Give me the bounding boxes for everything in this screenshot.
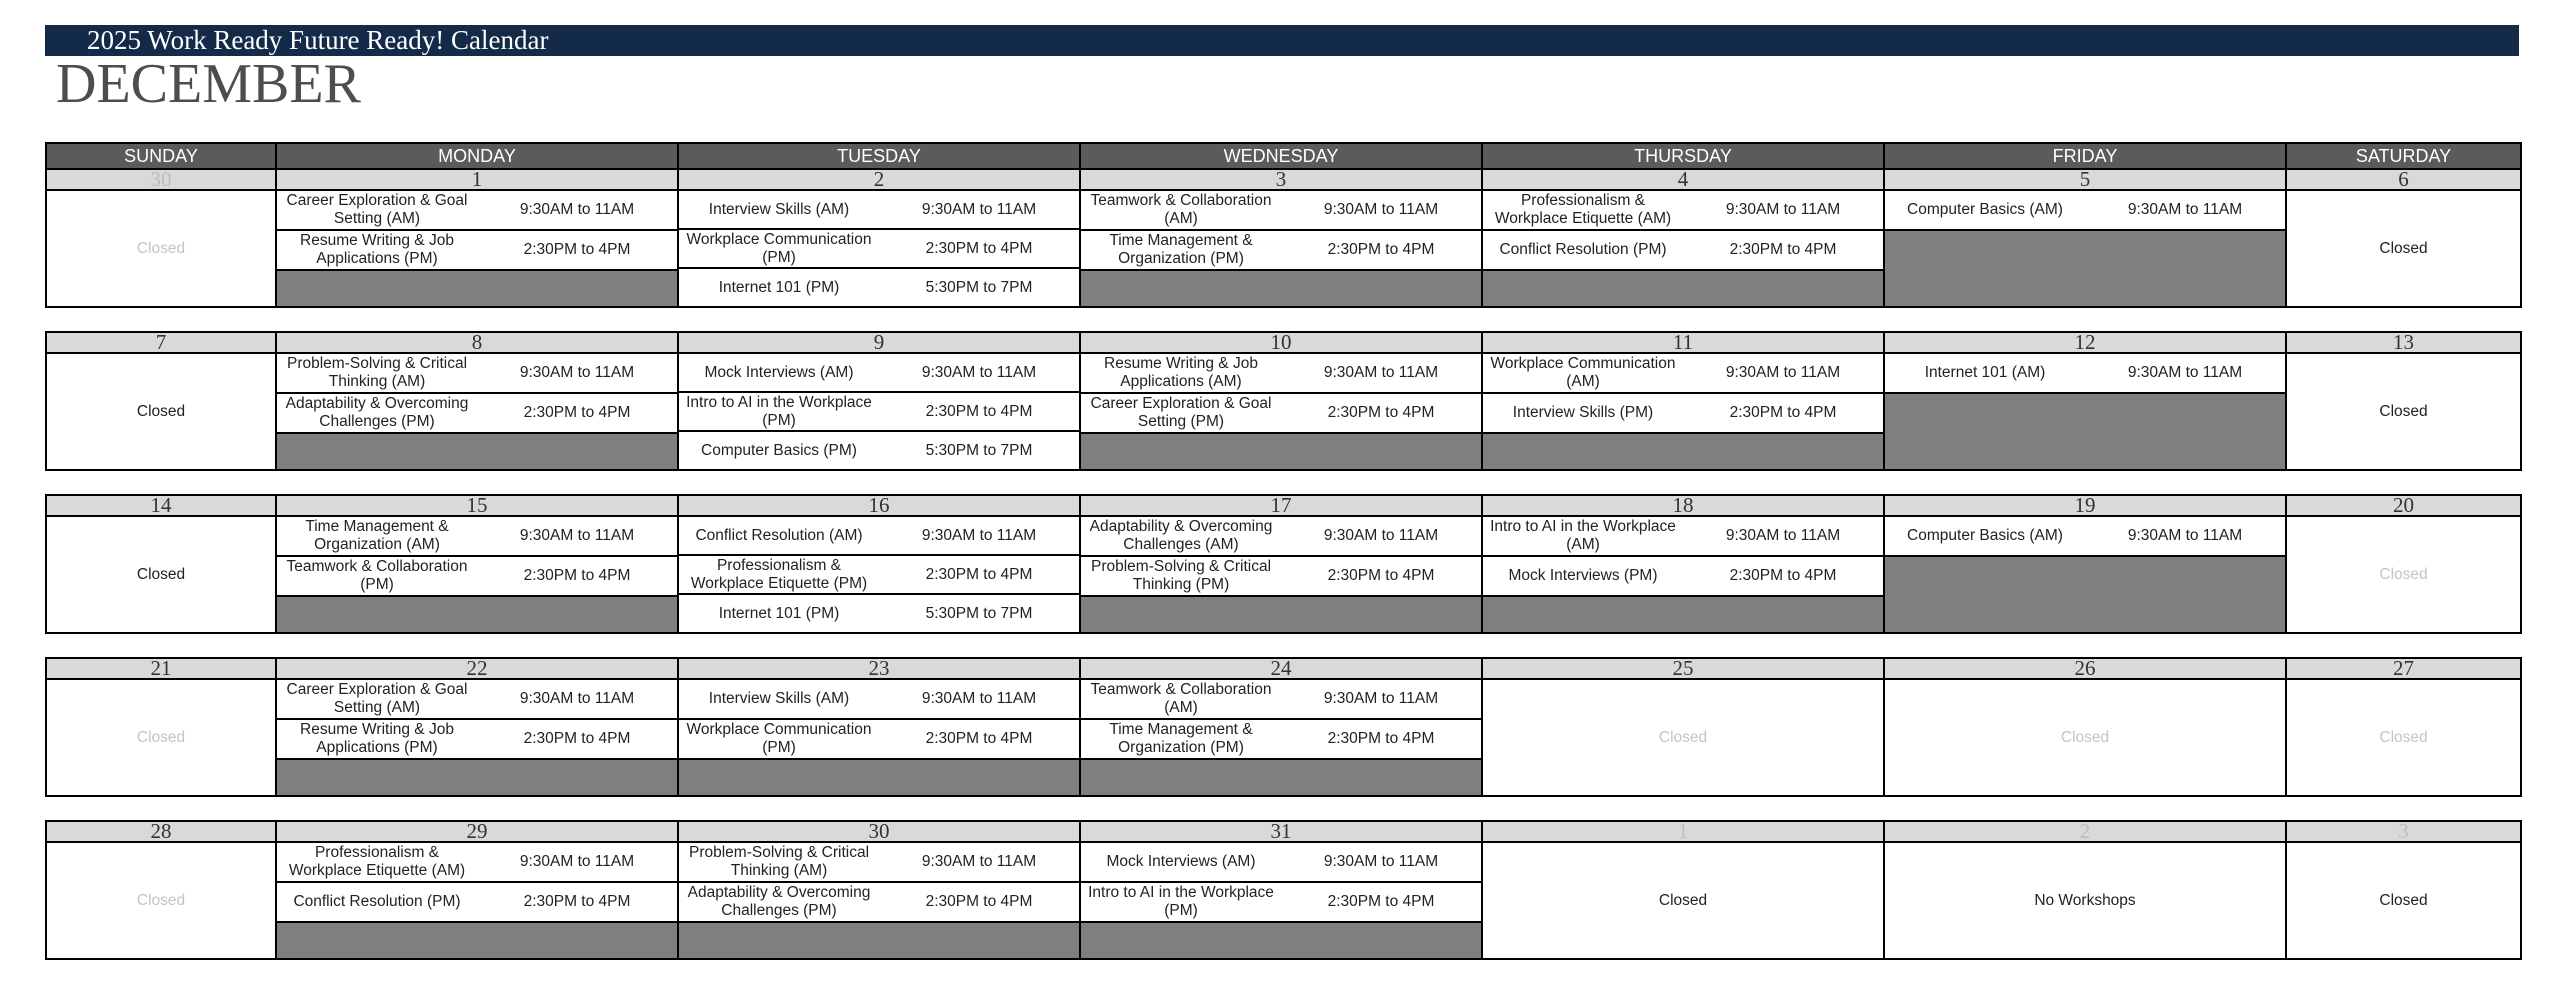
- workshop-session: [679, 680, 1079, 720]
- session-title: Internet 101 (AM): [1924, 364, 2046, 381]
- date-number: 30: [678, 821, 1080, 842]
- session-title: Career Exploration & Goal Setting (AM): [286, 681, 468, 716]
- session-title: Mock Interviews (AM): [1106, 853, 1256, 870]
- weekday-header: TUESDAY: [678, 143, 1080, 169]
- day-cell: [276, 353, 678, 470]
- week-gap-cell: [46, 470, 2521, 495]
- date-number: 3: [2286, 821, 2521, 842]
- workshop-session: [679, 230, 1079, 269]
- day-cell: [2286, 679, 2521, 796]
- session-time: 9:30AM to 11AM: [1725, 201, 1841, 218]
- weekday-header: THURSDAY: [1482, 143, 1884, 169]
- workshop-session: [277, 231, 677, 271]
- date-number-row: [46, 332, 2521, 353]
- day-cell: [678, 842, 1080, 959]
- day-cell: [1884, 679, 2286, 796]
- day-cell: [276, 842, 678, 959]
- session-stack: [679, 517, 1079, 632]
- day-cell: [1884, 842, 2286, 959]
- date-number: 3: [1080, 169, 1482, 190]
- day-status: Closed: [136, 402, 186, 420]
- session-title: Teamwork & Collaboration (AM): [1090, 192, 1272, 227]
- workshop-session: [277, 517, 677, 557]
- session-title: Computer Basics (AM): [1907, 201, 2063, 218]
- session-title: Intro to AI in the Workplace (AM): [1490, 518, 1676, 553]
- session-time: 9:30AM to 11AM: [519, 201, 635, 218]
- date-number: 27: [2286, 658, 2521, 679]
- workshop-session: [679, 843, 1079, 883]
- session-stack: [277, 191, 677, 306]
- session-time: 9:30AM to 11AM: [921, 853, 1037, 870]
- weekday-header-row: [46, 143, 2521, 169]
- session-time: 2:30PM to 4PM: [1729, 241, 1837, 258]
- day-cell: [678, 353, 1080, 470]
- day-cell: [1482, 842, 1884, 959]
- session-title: Professionalism & Workplace Etiquette (AM): [1494, 192, 1672, 227]
- session-stack: [679, 191, 1079, 306]
- weekday-header: WEDNESDAY: [1080, 143, 1482, 169]
- empty-slot: [277, 760, 677, 795]
- session-time: 2:30PM to 4PM: [1327, 241, 1435, 258]
- session-time: 2:30PM to 4PM: [1729, 567, 1837, 584]
- workshop-session: [679, 595, 1079, 632]
- workshop-session: [1483, 354, 1883, 394]
- session-title: Resume Writing & Job Applications (AM): [1104, 355, 1258, 390]
- empty-slot: [1081, 434, 1481, 469]
- day-cell: [678, 516, 1080, 633]
- workshop-session: [1081, 517, 1481, 557]
- date-number: 13: [2286, 332, 2521, 353]
- session-title: Computer Basics (AM): [1907, 527, 2063, 544]
- session-time: 2:30PM to 4PM: [1327, 730, 1435, 747]
- workshop-session: [679, 393, 1079, 432]
- week-row: [46, 516, 2521, 633]
- workshop-session: [277, 557, 677, 597]
- workshop-session: [277, 191, 677, 231]
- session-title: Conflict Resolution (PM): [293, 893, 461, 910]
- day-cell: [2286, 353, 2521, 470]
- empty-slot: [1885, 557, 2285, 632]
- workshop-session: [1081, 720, 1481, 760]
- empty-slot: [679, 923, 1079, 958]
- session-time: 5:30PM to 7PM: [925, 604, 1033, 622]
- week-row: [46, 190, 2521, 307]
- date-number: 22: [276, 658, 678, 679]
- session-time: 2:30PM to 4PM: [523, 567, 631, 584]
- date-number: 5: [1884, 169, 2286, 190]
- session-title: Problem-Solving & Critical Thinking (PM): [1090, 558, 1272, 593]
- session-stack: [1081, 191, 1481, 306]
- day-status: Closed: [2379, 565, 2428, 583]
- workshop-session: [1483, 517, 1883, 557]
- day-cell: [1080, 516, 1482, 633]
- workshop-session: [277, 843, 677, 883]
- week-gap-cell: [46, 307, 2521, 332]
- date-number: 17: [1080, 495, 1482, 516]
- session-stack: [679, 843, 1079, 958]
- session-title: Workplace Communication (AM): [1490, 355, 1676, 390]
- session-title: Intro to AI in the Workplace (PM): [1088, 884, 1274, 919]
- session-time: 9:30AM to 11AM: [921, 690, 1037, 707]
- session-title: Resume Writing & Job Applications (PM): [300, 721, 454, 756]
- day-status: Closed: [2379, 728, 2428, 746]
- workshop-session: [1483, 394, 1883, 434]
- session-title: Problem-Solving & Critical Thinking (AM): [286, 355, 468, 390]
- session-time: 9:30AM to 11AM: [1323, 690, 1439, 707]
- workshop-session: [679, 883, 1079, 923]
- session-title: Conflict Resolution (PM): [1499, 241, 1667, 258]
- session-title: Internet 101 (PM): [718, 278, 840, 296]
- session-time: 2:30PM to 4PM: [925, 893, 1033, 910]
- day-cell: [1482, 679, 1884, 796]
- session-time: 9:30AM to 11AM: [921, 363, 1037, 381]
- day-cell: [2286, 842, 2521, 959]
- session-time: 2:30PM to 4PM: [1327, 567, 1435, 584]
- empty-slot: [277, 597, 677, 632]
- session-title: Time Management & Organization (PM): [1109, 232, 1253, 267]
- weekday-header: SATURDAY: [2286, 143, 2521, 169]
- day-status: Closed: [136, 728, 186, 746]
- session-title: Time Management & Organization (AM): [305, 518, 449, 553]
- workshop-session: [1483, 231, 1883, 271]
- session-time: 2:30PM to 4PM: [925, 402, 1033, 420]
- workshop-session: [679, 191, 1079, 230]
- workshop-session: [1885, 191, 2285, 231]
- date-number: 24: [1080, 658, 1482, 679]
- date-number: 8: [276, 332, 678, 353]
- day-cell: [46, 679, 276, 796]
- day-cell: [1884, 190, 2286, 307]
- weekday-header: MONDAY: [276, 143, 678, 169]
- day-status: No Workshops: [2034, 891, 2136, 909]
- weekday-header: SUNDAY: [46, 143, 276, 169]
- session-time: 9:30AM to 11AM: [1725, 527, 1841, 544]
- day-cell: [276, 516, 678, 633]
- session-time: 9:30AM to 11AM: [2127, 527, 2243, 544]
- session-time: 2:30PM to 4PM: [1327, 893, 1435, 910]
- month-title: DECEMBER: [56, 53, 361, 115]
- workshop-session: [679, 432, 1079, 469]
- session-time: 5:30PM to 7PM: [925, 441, 1033, 459]
- session-title: Adaptability & Overcoming Challenges (PM): [285, 395, 469, 430]
- session-time: 9:30AM to 11AM: [1323, 527, 1439, 544]
- date-number: 11: [1482, 332, 1884, 353]
- session-stack: [1483, 354, 1883, 469]
- session-time: 9:30AM to 11AM: [519, 853, 635, 870]
- session-title: Time Management & Organization (PM): [1109, 721, 1253, 756]
- workshop-session: [1081, 231, 1481, 271]
- date-number: 19: [1884, 495, 2286, 516]
- session-time: 2:30PM to 4PM: [523, 893, 631, 910]
- day-cell: [1482, 190, 1884, 307]
- day-status: Closed: [2379, 239, 2428, 257]
- session-stack: [277, 517, 677, 632]
- session-time: 2:30PM to 4PM: [523, 241, 631, 258]
- day-cell: [2286, 190, 2521, 307]
- session-time: 2:30PM to 4PM: [1327, 404, 1435, 421]
- calendar-banner: [45, 25, 2519, 56]
- session-title: Teamwork & Collaboration (AM): [1090, 681, 1272, 716]
- day-cell: [46, 516, 276, 633]
- session-time: 9:30AM to 11AM: [1323, 201, 1439, 218]
- date-number: 6: [2286, 169, 2521, 190]
- session-time: 9:30AM to 11AM: [2127, 201, 2243, 218]
- date-number: 23: [678, 658, 1080, 679]
- session-title: Resume Writing & Job Applications (PM): [300, 232, 454, 267]
- session-title: Mock Interviews (PM): [1508, 567, 1658, 584]
- session-title: Workplace Communication (PM): [686, 230, 872, 266]
- session-stack: [277, 843, 677, 958]
- day-cell: [1080, 190, 1482, 307]
- empty-slot: [1081, 760, 1481, 795]
- weekday-header: FRIDAY: [1884, 143, 2286, 169]
- day-status: Closed: [136, 239, 186, 257]
- workshop-session: [1081, 354, 1481, 394]
- day-cell: [46, 842, 276, 959]
- workshop-session: [1483, 557, 1883, 597]
- session-title: Career Exploration & Goal Setting (AM): [286, 192, 468, 227]
- week-gap-cell: [46, 796, 2521, 821]
- empty-slot: [1081, 923, 1481, 958]
- date-number: 31: [1080, 821, 1482, 842]
- day-cell: [1080, 842, 1482, 959]
- session-stack: [1081, 517, 1481, 632]
- day-cell: [1482, 353, 1884, 470]
- day-cell: [1884, 516, 2286, 633]
- day-status: Closed: [2060, 728, 2110, 746]
- day-status: Closed: [2379, 891, 2428, 909]
- session-stack: [679, 354, 1079, 469]
- empty-slot: [1483, 597, 1883, 632]
- workshop-session: [1081, 843, 1481, 883]
- workshop-session: [1885, 354, 2285, 394]
- day-status: Closed: [136, 891, 186, 909]
- empty-slot: [679, 760, 1079, 795]
- date-number: 2: [678, 169, 1080, 190]
- session-stack: [1081, 680, 1481, 795]
- date-number: 29: [276, 821, 678, 842]
- date-number-row: [46, 495, 2521, 516]
- session-time: 2:30PM to 4PM: [523, 730, 631, 747]
- date-number: 26: [1884, 658, 2286, 679]
- workshop-session: [1081, 191, 1481, 231]
- date-number: 12: [1884, 332, 2286, 353]
- workshop-session: [277, 394, 677, 434]
- session-time: 2:30PM to 4PM: [1729, 404, 1837, 421]
- session-stack: [1483, 191, 1883, 306]
- week-row: [46, 679, 2521, 796]
- session-time: 9:30AM to 11AM: [1323, 853, 1439, 870]
- week-row: [46, 842, 2521, 959]
- empty-slot: [1483, 271, 1883, 306]
- date-number-row: [46, 169, 2521, 190]
- session-time: 9:30AM to 11AM: [1323, 364, 1439, 381]
- session-title: Career Exploration & Goal Setting (PM): [1090, 395, 1272, 430]
- day-status: Closed: [136, 565, 186, 583]
- session-title: Professionalism & Workplace Etiquette (AM): [288, 844, 466, 879]
- workshop-session: [1885, 517, 2285, 557]
- session-title: Interview Skills (AM): [708, 690, 850, 707]
- day-cell: [1080, 679, 1482, 796]
- session-time: 2:30PM to 4PM: [925, 730, 1033, 747]
- day-cell: [1482, 516, 1884, 633]
- workshop-session: [1081, 394, 1481, 434]
- session-title: Workplace Communication (PM): [686, 721, 872, 756]
- session-stack: [1081, 843, 1481, 958]
- session-title: Computer Basics (PM): [701, 441, 857, 459]
- empty-slot: [1483, 434, 1883, 469]
- session-stack: [1885, 191, 2285, 306]
- day-status: Closed: [1658, 728, 1708, 746]
- session-time: 9:30AM to 11AM: [519, 690, 635, 707]
- session-title: Mock Interviews (AM): [704, 363, 854, 381]
- calendar-body: [46, 143, 2521, 959]
- session-title: Internet 101 (PM): [718, 604, 840, 622]
- session-title: Adaptability & Overcoming Challenges (PM): [687, 884, 871, 919]
- empty-slot: [277, 434, 677, 469]
- date-number-row: [46, 821, 2521, 842]
- date-number: 28: [46, 821, 276, 842]
- session-time: 5:30PM to 7PM: [925, 278, 1033, 296]
- session-title: Conflict Resolution (AM): [695, 526, 863, 544]
- workshop-session: [679, 354, 1079, 393]
- session-time: 9:30AM to 11AM: [921, 526, 1037, 544]
- workshop-session: [277, 354, 677, 394]
- date-number: 2: [1884, 821, 2286, 842]
- workshop-session: [679, 269, 1079, 306]
- workshop-session: [679, 556, 1079, 595]
- workshop-session: [277, 883, 677, 923]
- workshop-session: [1081, 680, 1481, 720]
- week-row: [46, 353, 2521, 470]
- date-number: 25: [1482, 658, 1884, 679]
- session-stack: [277, 680, 677, 795]
- day-cell: [46, 353, 276, 470]
- date-number: 1: [276, 169, 678, 190]
- date-number: 14: [46, 495, 276, 516]
- day-cell: [46, 190, 276, 307]
- session-title: Problem-Solving & Critical Thinking (AM): [688, 844, 870, 879]
- session-title: Intro to AI in the Workplace (PM): [686, 393, 872, 429]
- workshop-session: [1081, 883, 1481, 923]
- session-time: 9:30AM to 11AM: [519, 364, 635, 381]
- date-number: 20: [2286, 495, 2521, 516]
- session-title: Professionalism & Workplace Etiquette (PM): [690, 556, 868, 592]
- day-cell: [1080, 353, 1482, 470]
- session-title: Interview Skills (AM): [708, 200, 850, 218]
- date-number-row: [46, 658, 2521, 679]
- date-number: 9: [678, 332, 1080, 353]
- session-time: 9:30AM to 11AM: [519, 527, 635, 544]
- session-stack: [1483, 517, 1883, 632]
- week-gap: [46, 470, 2521, 495]
- session-title: Adaptability & Overcoming Challenges (AM): [1089, 518, 1273, 553]
- day-cell: [678, 190, 1080, 307]
- session-title: Interview Skills (PM): [1512, 404, 1654, 421]
- day-cell: [276, 190, 678, 307]
- date-number: 30: [46, 169, 276, 190]
- workshop-session: [277, 720, 677, 760]
- session-time: 9:30AM to 11AM: [921, 200, 1037, 218]
- session-title: Teamwork & Collaboration (PM): [286, 558, 468, 593]
- day-status: Closed: [1658, 891, 1708, 909]
- date-number: 21: [46, 658, 276, 679]
- empty-slot: [1081, 597, 1481, 632]
- day-cell: [2286, 516, 2521, 633]
- date-number: 10: [1080, 332, 1482, 353]
- date-number: 7: [46, 332, 276, 353]
- week-gap: [46, 796, 2521, 821]
- workshop-session: [277, 680, 677, 720]
- week-gap: [46, 307, 2521, 332]
- session-stack: [679, 680, 1079, 795]
- empty-slot: [277, 923, 677, 958]
- session-stack: [277, 354, 677, 469]
- day-cell: [1884, 353, 2286, 470]
- session-time: 2:30PM to 4PM: [925, 565, 1033, 583]
- day-cell: [678, 679, 1080, 796]
- workshop-session: [679, 720, 1079, 760]
- day-cell: [276, 679, 678, 796]
- workshop-session: [1081, 557, 1481, 597]
- session-time: 9:30AM to 11AM: [2127, 364, 2243, 381]
- session-stack: [1885, 517, 2285, 632]
- week-gap-cell: [46, 633, 2521, 658]
- empty-slot: [1081, 271, 1481, 306]
- session-time: 9:30AM to 11AM: [1725, 364, 1841, 381]
- day-status: Closed: [2379, 402, 2428, 420]
- date-number: 4: [1482, 169, 1884, 190]
- date-number: 16: [678, 495, 1080, 516]
- week-gap: [46, 633, 2521, 658]
- workshop-session: [1483, 191, 1883, 231]
- session-stack: [1081, 354, 1481, 469]
- workshop-session: [679, 517, 1079, 556]
- empty-slot: [1885, 394, 2285, 469]
- date-number: 1: [1482, 821, 1884, 842]
- session-time: 2:30PM to 4PM: [925, 239, 1033, 257]
- date-number: 18: [1482, 495, 1884, 516]
- banner-title: 2025 Work Ready Future Ready! Calendar: [87, 25, 549, 55]
- date-number: 15: [276, 495, 678, 516]
- session-time: 2:30PM to 4PM: [523, 404, 631, 421]
- calendar-grid: [45, 142, 2522, 960]
- session-stack: [1885, 354, 2285, 469]
- empty-slot: [277, 271, 677, 306]
- empty-slot: [1885, 231, 2285, 306]
